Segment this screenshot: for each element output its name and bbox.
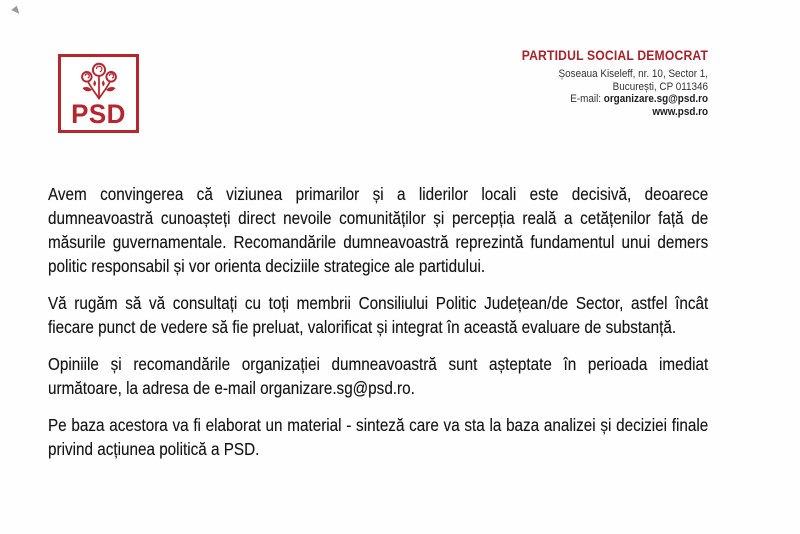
paragraph-1: Avem convingerea că viziunea primarilor și a liderilor locali este decisivă, deoarece dumneavoastră cunoașteți direct nevoile comunităților și percepția reală a cetățenilor față de măsurile guvernamentale. Recomandările dumneavoastră reprezintă fundamentul unui demers politic responsabil și vor orienta deciziile strategice ale partidului. <box>48 184 709 276</box>
logo-text: PSD <box>71 99 126 129</box>
paragraph-2: Vă rugăm să vă consultați cu toți membrii Consiliului Politic Județean/de Sector, astfel încât fiecare punct de vedere să fie preluat, valorificat și integrat în această evaluare de substanță. <box>48 293 709 337</box>
address-line-2: București, CP 011346 <box>612 80 708 93</box>
email-label: E-mail: <box>570 93 604 105</box>
email-line <box>522 93 708 106</box>
address-line-1: Șoseaua Kiseleff, nr. 10, Sector 1, <box>558 68 708 80</box>
psd-logo <box>58 54 139 133</box>
website: www.psd.ro <box>652 105 708 118</box>
scan-artifact-mark <box>11 6 21 17</box>
email-address: organizare.sg@psd.ro <box>603 93 708 105</box>
letterhead <box>522 48 708 118</box>
paragraph-4: Pe baza acestora va fi elaborat un material - sinteză care va sta la baza analizei și deciziei finale privind acțiunea politică a PSD. <box>48 415 709 459</box>
letter-body <box>48 182 708 474</box>
party-name: PARTIDUL SOCIAL DEMOCRAT <box>521 48 708 63</box>
rose-icon <box>75 62 123 102</box>
paragraph-3: Opiniile și recomandările organizației dumneavoastră sunt așteptate în perioada imediat următoare, la adresa de e-mail organizare.sg@psd.ro. <box>48 354 709 398</box>
